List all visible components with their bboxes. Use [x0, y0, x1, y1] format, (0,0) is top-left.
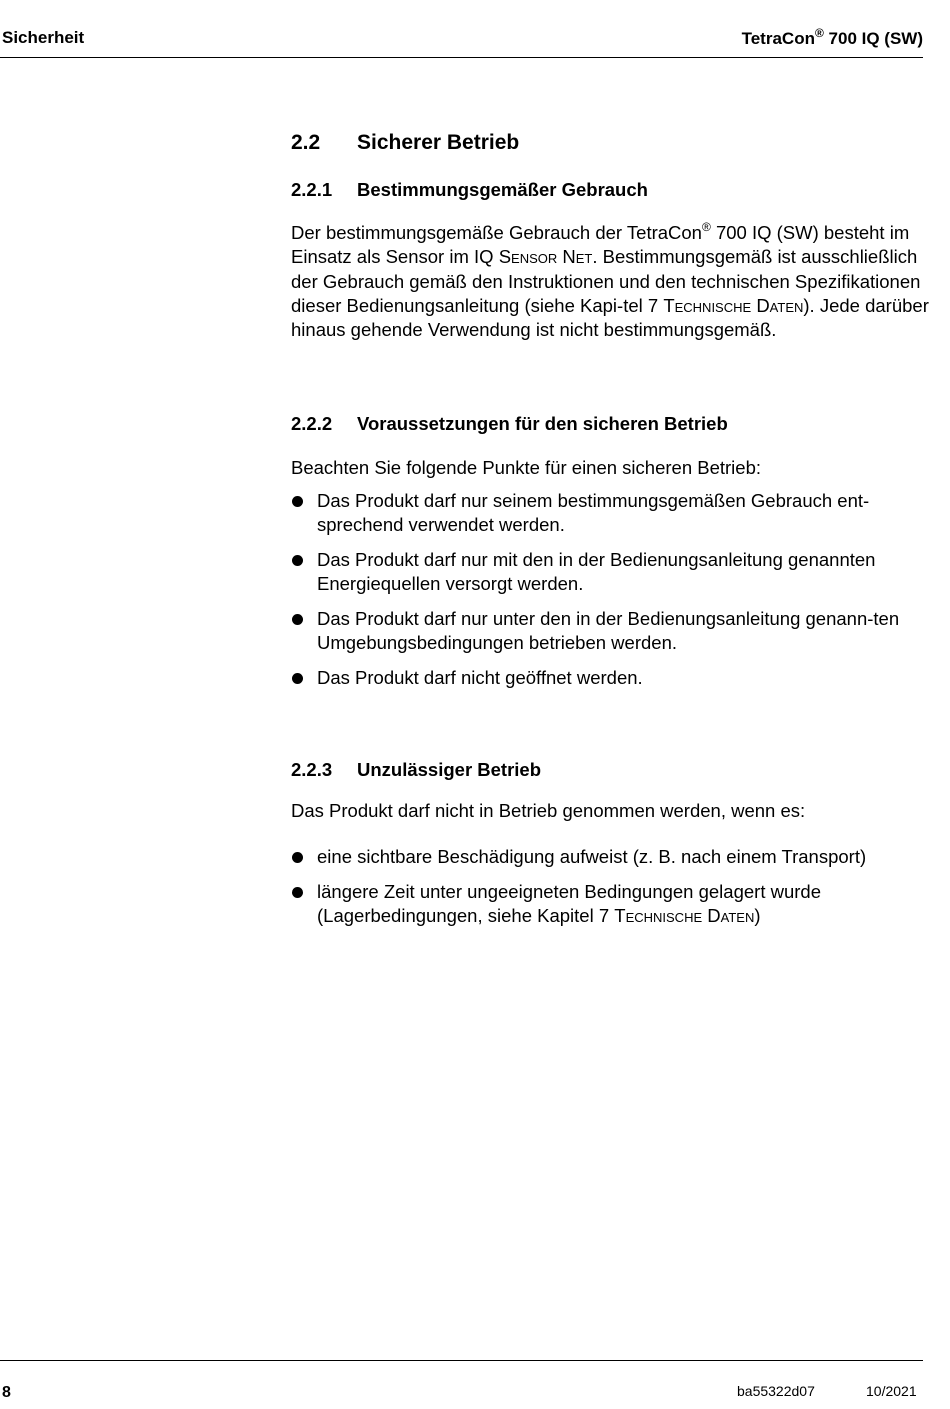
bullet-icon	[292, 673, 303, 684]
list-item-text	[317, 880, 931, 929]
page-number: 8	[2, 1384, 11, 1401]
paragraph-safety-intro: Beachten Sie folgende Punkte für einen sicheren Betrieb:	[291, 457, 762, 478]
heading-number: 2.2.3	[291, 759, 333, 780]
paragraph-intended-use	[291, 221, 931, 342]
header-section-title: Sicherheit	[2, 28, 85, 47]
bullet-icon	[292, 887, 303, 898]
bullet-icon	[292, 852, 303, 863]
list-item	[291, 666, 931, 690]
chapter-reference: Technische Daten	[614, 905, 755, 927]
list-item-text: eine sichtbare Beschädigung aufweist (z. B. nach einem Transport)	[317, 846, 867, 867]
list-item	[291, 880, 931, 929]
list-item-text: Das Produkt darf nur unter den in der Bedienungsanleitung genann-ten Umgebungsbedingungen betrieben werden.	[317, 608, 900, 654]
header-product-title	[742, 26, 923, 49]
text-run: ). Jede darüber hinaus gehende Verwendung ist nicht bestimmungsgemäß.	[291, 294, 929, 341]
list-item	[291, 607, 931, 656]
heading-number: 2.2	[291, 131, 321, 154]
heading-2-2-2	[291, 413, 728, 435]
list-item-text: Das Produkt darf nur mit den in der Bedienungsanleitung genannten Energiequellen versorgt werden.	[317, 549, 876, 595]
bullet-icon	[292, 614, 303, 625]
heading-title: Bestimmungsgemäßer Gebrauch	[357, 179, 648, 200]
list-item	[291, 548, 931, 597]
list-item	[291, 489, 931, 538]
registered-mark: ®	[701, 220, 711, 234]
list-item	[291, 845, 931, 869]
product-model: 700 IQ (SW)	[823, 29, 923, 48]
heading-number: 2.2.1	[291, 179, 333, 200]
product-name: TetraCon	[741, 29, 815, 48]
header-rule	[0, 57, 923, 58]
text-run: . Bestimmungsgemäß ist ausschließlich der Gebrauch gemäß den Instruktionen und den technischen Spezifikationen dieser Bedienungsanleitung (siehe Kapi-tel 7	[291, 246, 921, 316]
text-run: längere Zeit unter ungeeigneten Bedingungen gelagert wurde (Lagerbedingungen, siehe Kapitel 7	[317, 881, 821, 927]
heading-2-2-3	[291, 759, 541, 781]
heading-2-2	[291, 131, 519, 155]
list-item-text: Das Produkt darf nur seinem bestimmungsgemäßen Gebrauch ent-sprechend verwendet werden.	[317, 490, 870, 536]
bullet-icon	[292, 555, 303, 566]
bullet-icon	[292, 496, 303, 507]
product-reference: Sensor Net	[498, 246, 593, 268]
heading-2-2-1	[291, 179, 648, 201]
footer-rule	[0, 1360, 923, 1361]
text-run: )	[754, 905, 761, 927]
text-run: 700 IQ (SW) besteht im Einsatz als Sensor im IQ	[291, 222, 910, 268]
document-date: 10/2021	[866, 1383, 917, 1399]
chapter-reference: Technische Daten	[663, 294, 804, 316]
heading-number: 2.2.2	[291, 413, 333, 434]
list-item-text: Das Produkt darf nicht geöffnet werden.	[317, 667, 643, 688]
document-id: ba55322d07	[737, 1383, 815, 1399]
heading-title: Unzulässiger Betrieb	[357, 759, 542, 780]
heading-title: Voraussetzungen für den sicheren Betrieb	[357, 413, 728, 434]
paragraph-prohibited-intro: Das Produkt darf nicht in Betrieb genommen werden, wenn es:	[291, 800, 806, 821]
registered-mark: ®	[814, 26, 824, 40]
heading-title: Sicherer Betrieb	[357, 131, 520, 154]
text-run: Der bestimmungsgemäße Gebrauch der TetraCon	[291, 222, 702, 243]
